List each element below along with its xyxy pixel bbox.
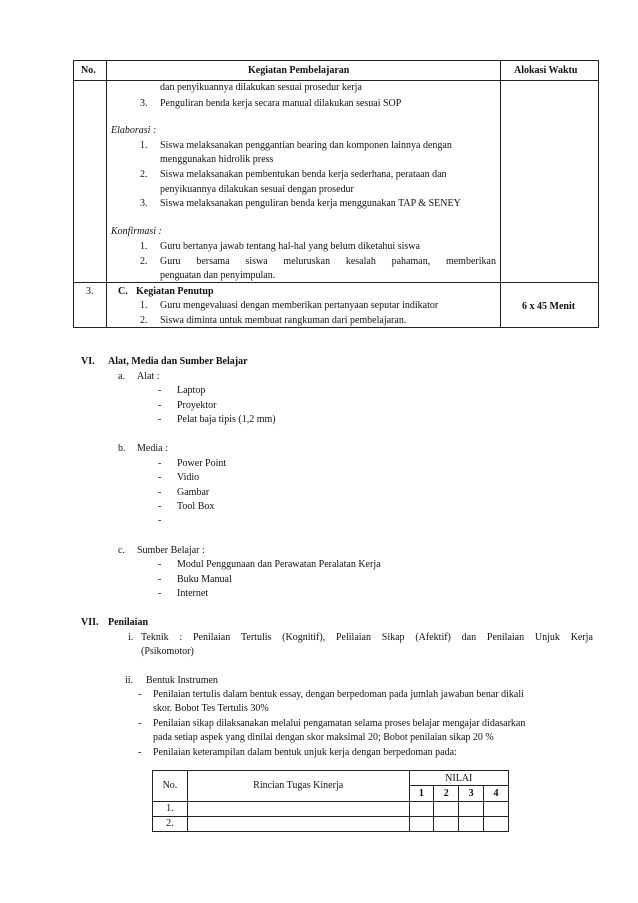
word: Sikap xyxy=(381,632,405,643)
word: : xyxy=(179,632,183,643)
table-row-divider xyxy=(73,282,599,283)
table-border-right xyxy=(598,60,599,328)
elaborasi-num-1: 1. xyxy=(140,140,148,151)
elaborasi-num-3: 3. xyxy=(140,198,148,209)
word: (Kognitif), xyxy=(282,632,326,643)
konfirmasi-item-2-l1 xyxy=(160,256,496,267)
table-col-divider-1 xyxy=(106,60,107,328)
score-cell xyxy=(187,801,409,816)
bentuk-item-3: Penilaian keterampilan dalam bentuk unjuk kerja dengan berpedoman pada: xyxy=(153,747,457,758)
word: Unjuk xyxy=(534,632,560,643)
media-item: Gambar xyxy=(177,487,210,498)
dash: - xyxy=(158,588,162,599)
bentuk-title: Bentuk Instrumen xyxy=(146,675,218,686)
media-item: Tool Box xyxy=(177,501,215,512)
media-item: Vidio xyxy=(177,472,200,483)
elaborasi-title: Elaborasi : xyxy=(111,125,157,136)
header-activity: Kegiatan Pembelajaran xyxy=(248,65,350,76)
sumber-item: Buku Manual xyxy=(177,574,232,585)
dash: - xyxy=(158,515,162,526)
section6-num: VI. xyxy=(81,356,95,367)
header-time: Alokasi Waktu xyxy=(514,65,578,76)
score-cell xyxy=(434,816,459,831)
elaborasi-item-1-l2: menggunakan hidrolik press xyxy=(160,154,274,165)
score-cell xyxy=(187,816,409,831)
konfirmasi-item-2-l2: penguatan dan penyimpulan. xyxy=(160,270,276,281)
score-header-1: 1 xyxy=(409,786,434,801)
header-no: No. xyxy=(81,65,96,76)
score-cell xyxy=(484,816,509,831)
konfirmasi-item-1: Guru bertanya jawab tentang hal-hal yang belum diketahui siswa xyxy=(160,241,420,252)
score-cell xyxy=(484,801,509,816)
dash: - xyxy=(158,472,162,483)
word: Guru xyxy=(160,256,181,267)
teknik-num: i. xyxy=(128,632,134,643)
word: Penilaian xyxy=(192,632,231,643)
table-border-top xyxy=(73,60,599,61)
word: memberikan xyxy=(445,256,496,267)
score-header-4: 4 xyxy=(484,786,509,801)
alat-item: Proyektor xyxy=(177,400,217,411)
konfirmasi-title: Konfirmasi : xyxy=(111,226,162,237)
word: siswa xyxy=(245,256,268,267)
row3-no: 3. xyxy=(86,286,94,297)
row3-item-2: Siswa diminta untuk membuat rangkuman dari pembelajaran. xyxy=(160,315,407,326)
score-col-no: No. xyxy=(153,771,188,802)
score-col-nilai: NILAI xyxy=(409,771,509,786)
score-row-no: 2. xyxy=(153,816,188,831)
table-header-divider xyxy=(73,80,599,81)
word: Pelilaian xyxy=(336,632,371,643)
row3-heading: Kegiatan Penutup xyxy=(136,286,214,297)
konfirmasi-num-2: 2. xyxy=(140,256,148,267)
row3-heading-letter: C. xyxy=(118,286,128,297)
row3-num-2: 2. xyxy=(140,315,148,326)
cont-item3: Penguliran benda kerja secara manual dilakukan sesuai SOP xyxy=(160,98,402,109)
dash: - xyxy=(138,747,142,758)
word: Teknik xyxy=(141,632,169,643)
group-c-letter: c. xyxy=(118,545,125,556)
dash: - xyxy=(158,385,162,396)
score-cell xyxy=(409,816,434,831)
dash: - xyxy=(158,487,162,498)
cont-item3-num: 3. xyxy=(140,98,148,109)
dash: - xyxy=(138,689,142,700)
row3-time: 6 x 45 Menit xyxy=(522,301,576,312)
dash: - xyxy=(158,501,162,512)
group-b-label: Media : xyxy=(137,443,168,454)
dash: - xyxy=(138,718,142,729)
dash: - xyxy=(158,458,162,469)
konfirmasi-num-1: 1. xyxy=(140,241,148,252)
score-row-no: 1. xyxy=(153,801,188,816)
media-item: Power Point xyxy=(177,458,227,469)
bentuk-item-2-l2: pada setiap aspek yang dinilai dengan skor maksimal 20; Bobot penilaian sikap 20 % xyxy=(153,732,494,743)
section6-title: Alat, Media dan Sumber Belajar xyxy=(108,356,248,367)
dash: - xyxy=(158,574,162,585)
score-cell xyxy=(459,816,484,831)
group-a-label: Alat : xyxy=(137,371,160,382)
score-header-2: 2 xyxy=(434,786,459,801)
dash: - xyxy=(158,400,162,411)
score-col-task: Rincian Tugas Kinerja xyxy=(187,771,409,802)
activity-table xyxy=(73,60,599,328)
word: dan xyxy=(461,632,477,643)
elaborasi-item-3: Siswa melaksanakan penguliran benda kerja menggunakan TAP & SENEY xyxy=(160,198,461,209)
score-cell xyxy=(434,801,459,816)
dash: - xyxy=(158,414,162,425)
group-c-label: Sumber Belajar : xyxy=(137,545,205,556)
sumber-item: Modul Penggunaan dan Perawatan Peralatan Kerja xyxy=(177,559,381,570)
bentuk-item-1-l1: Penilaian tertulis dalam bentuk essay, dengan berpedoman pada jumlah jawaban benar dikali xyxy=(153,689,524,700)
cont-line: dan penyikuannya dilakukan sesuai prosedur kerja xyxy=(160,82,362,93)
elaborasi-item-1-l1: Siswa melaksanakan penggantian bearing dan komponen lainnya dengan xyxy=(160,140,452,151)
bentuk-num: ii. xyxy=(125,675,134,686)
alat-item: Laptop xyxy=(177,385,206,396)
word: Penilaian xyxy=(486,632,525,643)
elaborasi-item-2-l2: penyikuannya dilakukan sesuai dengan prosedur xyxy=(160,184,354,195)
teknik-line-1 xyxy=(141,632,593,643)
group-a-letter: a. xyxy=(118,371,125,382)
elaborasi-item-2-l1: Siswa melaksanakan pembentukan benda kerja sederhana, perataan dan xyxy=(160,169,447,180)
word: meluruskan xyxy=(283,256,331,267)
table-border-left xyxy=(73,60,74,328)
word: kesalah xyxy=(345,256,376,267)
row3-item-1: Guru mengevaluasi dengan memberikan pertanyaan seputar indikator xyxy=(160,300,439,311)
score-table xyxy=(152,770,509,832)
table-col-divider-2 xyxy=(500,60,501,328)
dash: - xyxy=(158,559,162,570)
sumber-item: Internet xyxy=(177,588,209,599)
score-cell xyxy=(409,801,434,816)
score-header-3: 3 xyxy=(459,786,484,801)
section7-num: VII. xyxy=(81,617,99,628)
word: Kerja xyxy=(570,632,593,643)
group-b-letter: b. xyxy=(118,443,126,454)
word: Tertulis xyxy=(240,632,272,643)
section7-title: Penilaian xyxy=(108,617,149,628)
teknik-line-2: (Psikomotor) xyxy=(141,646,194,657)
score-cell xyxy=(459,801,484,816)
elaborasi-num-2: 2. xyxy=(140,169,148,180)
alat-item: Pelat baja tipis (1,2 mm) xyxy=(177,414,276,425)
word: pahaman, xyxy=(391,256,431,267)
word: (Afektif) xyxy=(415,632,451,643)
bentuk-item-1-l2: skor. Bobot Tes Tertulis 30% xyxy=(153,703,269,714)
word: bersama xyxy=(196,256,230,267)
row3-num-1: 1. xyxy=(140,300,148,311)
table-border-bottom xyxy=(73,327,599,328)
bentuk-item-2-l1: Penilaian sikap dilaksanakan melalui pengamatan selama proses belajar mengajar didasarkan xyxy=(153,718,526,729)
